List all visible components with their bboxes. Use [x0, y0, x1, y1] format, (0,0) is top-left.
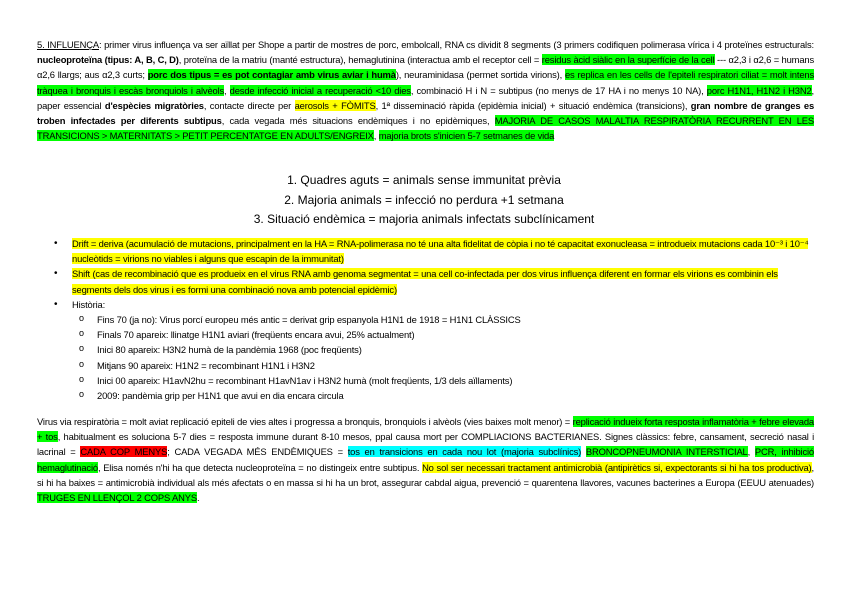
- text-run: ,: [224, 84, 230, 96]
- influenza-paragraph: [37, 37, 814, 143]
- text-run: , habitualment es soluciona 5-7 dies = resposta immune durant 8-10 mesos, ppal causa mort per COMPLIACIONS BACTERIANES. Signes clàssics: febre, cansament, secreció nasal i lacrinal =: [37, 431, 814, 458]
- highlight-red: CADA COP MENYS: [80, 446, 168, 458]
- history-item: o Mitjans 90 apareix: H1N2 = recombinant H1N1 i H3N2: [97, 358, 814, 373]
- text-run: Virus via respiratòria = molt aviat replicació epiteli de vies altes i progressa a bronquis, bronquiols i alvèols (vies baixes molt menor) =: [37, 416, 573, 427]
- highlight-green: residus àcid siàlic en la superfície de la cell: [541, 54, 715, 66]
- highlight-green: replicació indueix forta resposta inflamatòria + febre elevada + tos: [37, 416, 814, 443]
- text-run: , Elisa només n'hi ha que detecta nucleoproteïna = no distingeix entre subtipus.: [97, 461, 423, 473]
- history-item: o 2009: pandèmia grip per H1N1 que avui en dia encara circula: [97, 388, 814, 403]
- highlight-green: MAJORIA DE CASOS MALALTIA RESPIRATÒRIA RECURRENT EN LES TRANSICIONS > MATERNITATS > PETIT PERCENTATGE EN ADULTS/ENGREIX: [37, 115, 814, 142]
- highlight-green: porc H1N1, H1N2 i H3N2: [706, 84, 812, 96]
- text-run: , paper essencial: [37, 84, 814, 111]
- text-run: , contacte directe per: [203, 99, 295, 111]
- highlight-green: es replica en les cells de l'epiteli respiratori ciliat = molt intens tràquea i bronquis i escàs bronquiols i alvèols: [37, 69, 814, 96]
- highlight-cyan: tos en transicions en cada nou lot (majoria subclínics): [347, 446, 582, 458]
- highlight-yellow: No sol ser necessari tractament antimicrobià (antipirètics si, expectorants si hi ha tos productiva): [422, 461, 812, 473]
- highlight-green: desde infecció inicial a recuperació <10 dies: [229, 84, 411, 96]
- bullet-list: [37, 236, 814, 403]
- text-run: ; CADA VEGADA MÉS ENDÈMIQUES =: [167, 446, 348, 458]
- text-run: --- α2,3 i α2,6 = humans α2,6 llargs; aus α2,3 curts;: [37, 54, 814, 81]
- text-run-bold: nucleoproteïna (tipus: A, B, C, D): [37, 54, 179, 66]
- bullet-history: [72, 297, 814, 312]
- point-2: 2. Majoria animals = infecció no perdura +1 setmana: [284, 192, 564, 207]
- text-run-bold: gran nombre de granges es troben infectades per diferents subtipus: [37, 99, 815, 127]
- text-run: , 1ª disseminació ràpida (epidèmia inicial) + situació endèmica (transicions),: [375, 99, 691, 111]
- highlight-green: majoria brots s'inicien 5-7 setmanes de vida: [378, 130, 555, 142]
- highlight-yellow: Drift = deriva (acumulació de mutacions, principalment en la HA = RNA-polimerasa no té una alta fidelitat de còpia i no té capacitat exonucleasa = introdueix mutacions cada 10⁻³ i 10⁻⁴ nucleòtids = virions no viables i alguns que escapin de la immunitat): [72, 238, 809, 265]
- point-1: 1. Quadres aguts = animals sense immunitat prèvia: [287, 173, 561, 187]
- text-run: , combinació H i N = subtipus (no menys de 17 HA i no menys 10 NA),: [410, 84, 707, 96]
- text-run: , cada vegada més situacions endèmiques i no epidèmiques,: [221, 115, 495, 127]
- highlight-green: TRUGES EN LLENÇOL 2 COPS ANYS: [37, 492, 197, 504]
- highlight-yellow: aerosols + FÒMITS: [294, 99, 376, 111]
- bullet-shift: [72, 266, 814, 296]
- clinical-paragraph: [37, 414, 814, 505]
- numbered-points: [0, 171, 848, 230]
- history-item: o Finals 70 apareix: llinatge H1N1 aviari (freqüents encara avui, 25% actualment): [97, 327, 814, 342]
- text-run: : primer virus influença va ser aïllat per Shope a partir de mostres de porc, embolcall, RNA cs dividit 8 segments (3 primers codifiquen polimerasa vírica i 4 proteïnes estructurals:: [98, 39, 814, 50]
- history-item: o Fins 70 (ja no): Virus porcí europeu més antic = derivat grip espanyola H1N1 de 1918 = H1N1 CLÀSSICS: [97, 312, 814, 327]
- text-run: , si hi ha baixes = antimicrobià individual als més afectats o en massa si hi ha un brot, assegurar cabdal aigua, prevenció = quarentena llavores, vacunes bacterines a Europa (EEUU atenuades): [37, 461, 814, 488]
- text-run: ), neuraminidasa (permet sortida virions),: [395, 69, 565, 81]
- section-heading: 5. INFLUENÇA: [37, 39, 99, 50]
- text-run: , proteïna de la matriu (manté estructura), hemaglutinina (interactua amb el receptor cell =: [178, 54, 542, 66]
- highlight-green: BRONCOPNEUMONIA INTERSTICIAL: [585, 446, 748, 458]
- highlight-green: porc dos tipus = es pot contagiar amb virus aviar i humà: [147, 69, 396, 81]
- highlight-green: PCR, inhibició hemaglutinació: [37, 446, 814, 473]
- history-item: o Inici 80 apareix: H3N2 humà de la pandèmia 1968 (poc freqüents): [97, 342, 814, 357]
- point-3: 3. Situació endèmica = majoria animals infectats subclínicament: [253, 212, 595, 226]
- bullet-drift: [72, 236, 814, 266]
- text-run: ,: [373, 130, 379, 142]
- history-title: Història:: [72, 298, 106, 310]
- history-item: o Inici 00 apareix: H1avN2hu = recombinant H1avN1av i H3N2 humà (molt freqüents, 1/3 dels aïllaments): [97, 373, 814, 388]
- text-run: ,: [747, 446, 755, 458]
- text-run-bold: d'espècies migratòries: [104, 99, 204, 111]
- text-run: .: [196, 492, 200, 504]
- highlight-yellow: Shift (cas de recombinació que es produeix en el virus RNA amb genoma segmentat = una cell co-infectada per dos virus influença diferent en formar els virions es combinin els segments dels dos virus i es formi una combinació nova amb potencial epidèmic): [72, 268, 778, 295]
